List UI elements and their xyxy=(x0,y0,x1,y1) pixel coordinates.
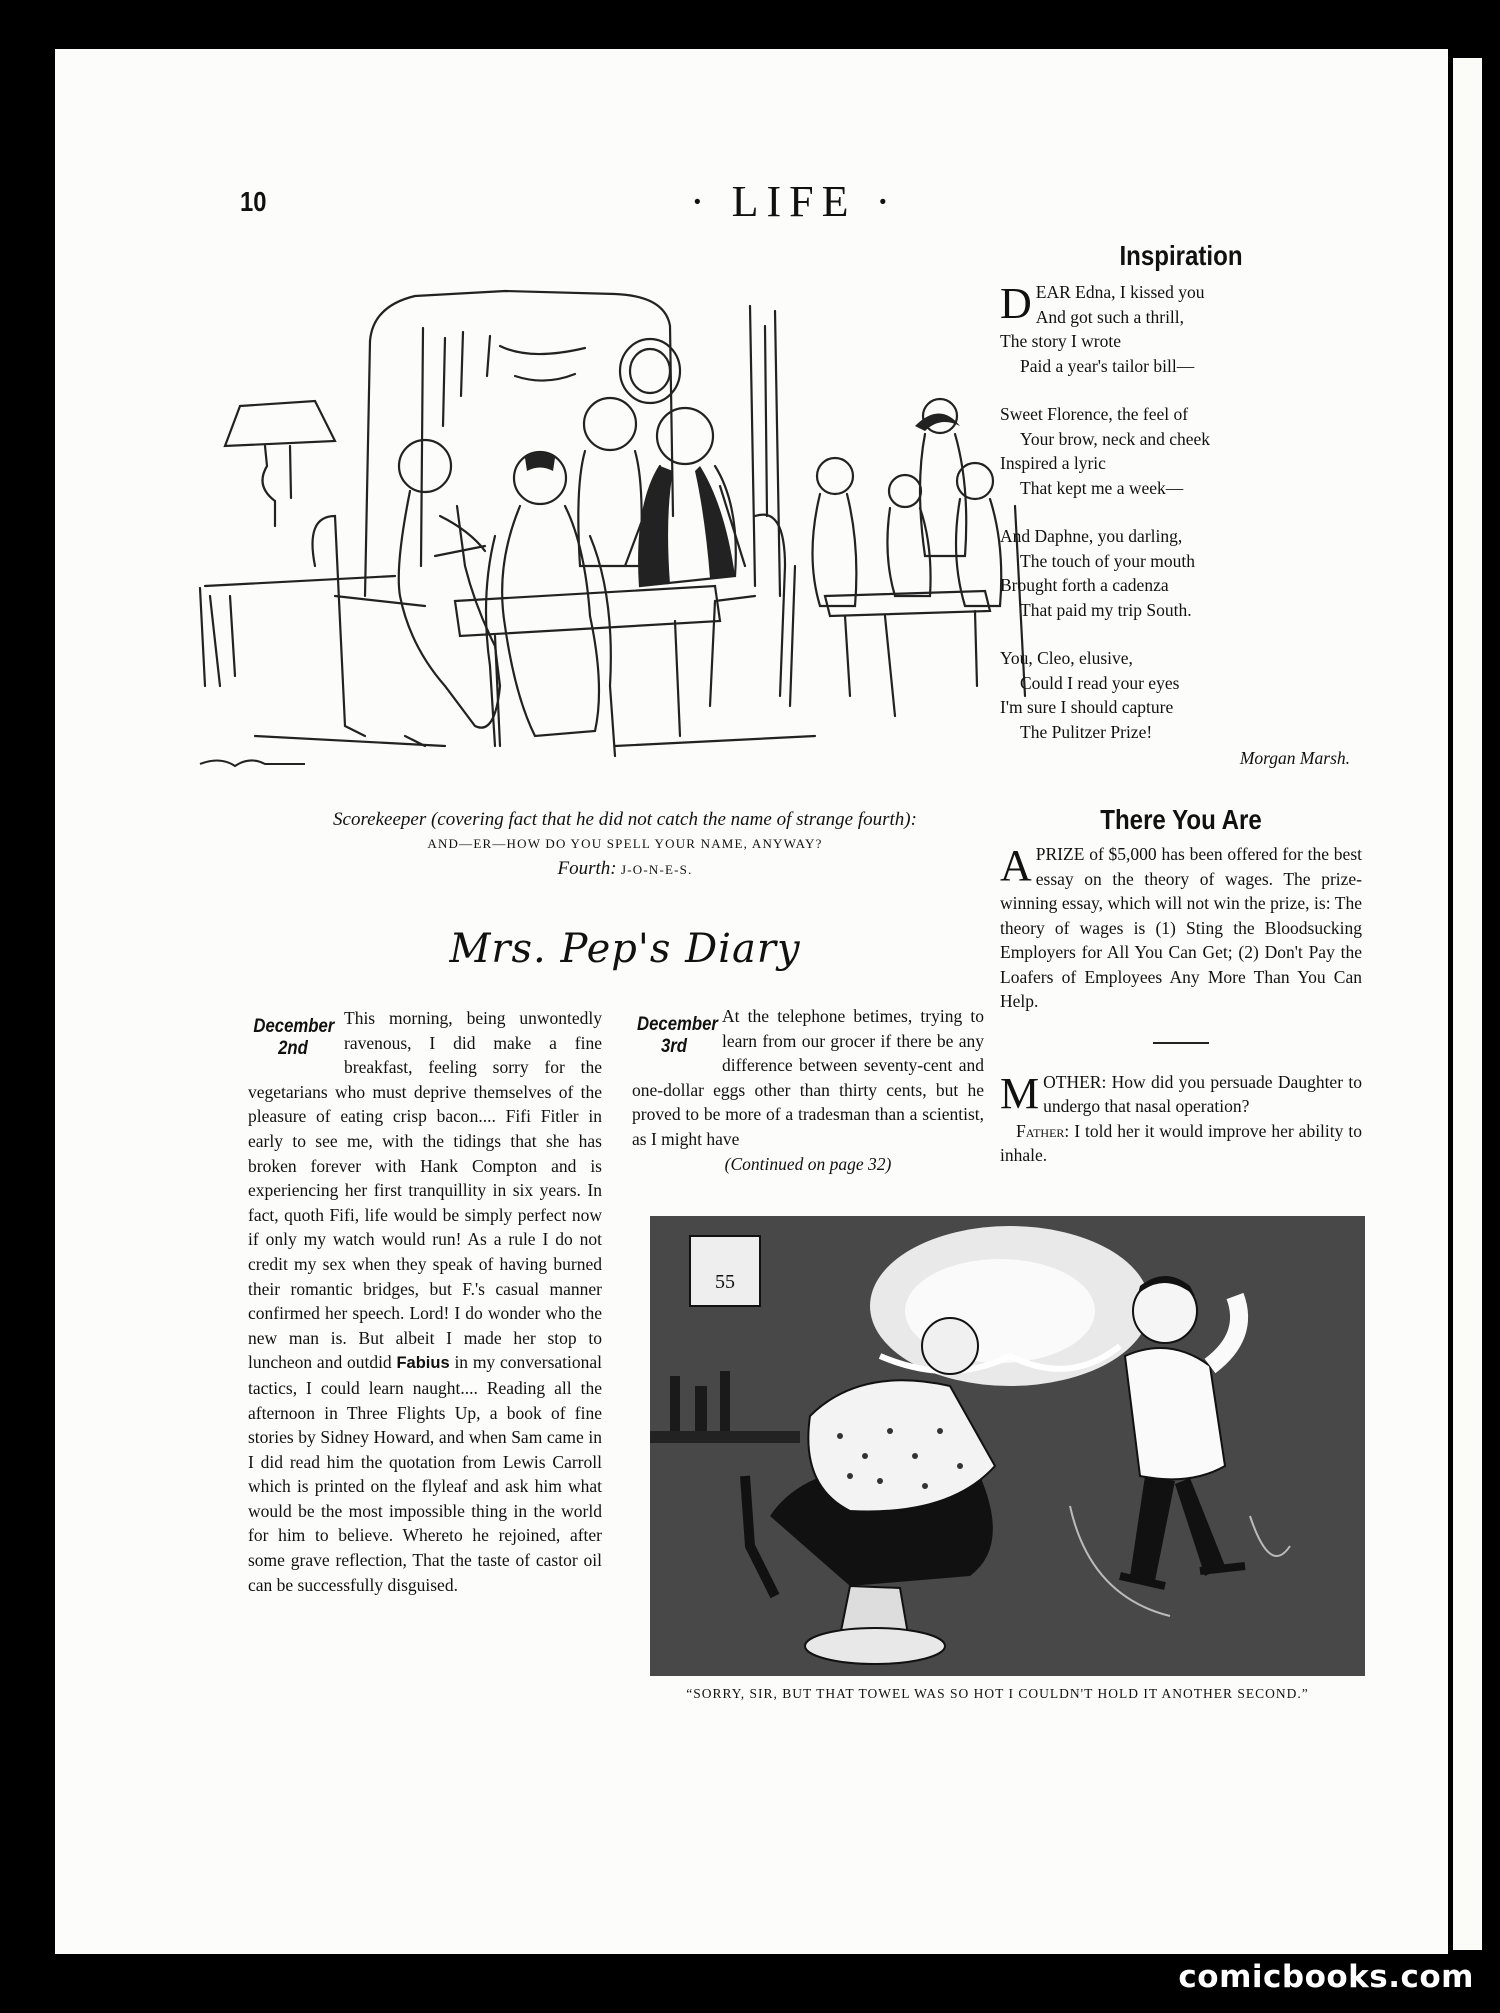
poem-line: Your brow, neck and cheek xyxy=(1020,428,1211,449)
date-day: 3rd xyxy=(660,1036,688,1057)
poem-line: Brought forth a cadenza xyxy=(1000,575,1169,595)
poem-author: Morgan Marsh. xyxy=(1239,748,1350,768)
drop-cap: M xyxy=(1000,1068,1040,1118)
drop-cap: D xyxy=(1000,279,1032,328)
father-line: I told her it would improve her ability to inhale. xyxy=(1000,1120,1362,1165)
diary-entry-december-3 xyxy=(632,1004,984,1176)
date-month: December xyxy=(637,1014,718,1035)
mother-joke xyxy=(1000,1070,1362,1119)
entry-text-continued: in my conversational tactics, I could learn naught.... Reading all the afternoon in Three Flights Up, a book of fine stories by Sidney Howard, and when Sam came in I did read him the quotation from Lewis Carroll which is printed on the flyleaf and ask him what would be the most impossible thing in the world for him to believe. Whereto he rejoined, after some grave reflection, That the taste of castor oil can be successfully disguised. xyxy=(248,1352,603,1595)
poem-line: Paid a year's tailor bill— xyxy=(1020,355,1195,376)
article-text: PRIZE of $5,000 has been offered for the best essay on the theory of wages. The prize-winning essay, which will not win the prize, is: The theory of wages is (1) Sting the Bloodsucking Employers for All You Can Get; (2) Don't Pay the Loafers of Employees Any More Than You Can Help. xyxy=(1000,844,1362,1011)
caption-line: AND—ER—HOW DO YOU SPELL YOUR NAME, ANYWAY? xyxy=(427,836,823,851)
poem-line: Sweet Florence, the feel of xyxy=(1000,404,1189,424)
poem-line: EAR Edna, I kissed you xyxy=(1035,282,1205,302)
continued-note: (Continued on page 32) xyxy=(724,1153,892,1174)
poem-line: The story I wrote xyxy=(1000,331,1122,351)
father-joke xyxy=(1000,1119,1362,1168)
drop-cap: A xyxy=(1000,841,1032,890)
divider xyxy=(1153,1042,1209,1044)
poem-line: That paid my trip South. xyxy=(1020,599,1192,620)
price-sign-text: 55 xyxy=(715,1271,735,1293)
page-number: 10 xyxy=(240,186,267,217)
entry-text: At the telephone betimes, trying to learn from our grocer if there be any difference between seventy-cent and one-dollar eggs other than thirty cents, but he proved to be more of a tradesman than a scientist, as I might have xyxy=(632,1006,984,1149)
poem-line: And got such a thrill, xyxy=(1035,306,1185,327)
poem-body xyxy=(1000,280,1362,744)
entry-date xyxy=(637,1014,718,1058)
top-cartoon-caption xyxy=(180,808,1070,890)
entry-bold-name: Fabius xyxy=(396,1354,450,1373)
caption-reply: J-O-N-E-S. xyxy=(620,862,693,877)
date-month: December xyxy=(253,1016,335,1037)
article-body xyxy=(1000,842,1362,1014)
card-party-illustration xyxy=(195,266,1045,786)
date-day: 2nd xyxy=(278,1038,308,1059)
diary-entry-december-2 xyxy=(248,1006,602,1597)
poem-line: The Pulitzer Prize! xyxy=(1020,721,1153,742)
poem-line: Could I read your eyes xyxy=(1020,672,1180,693)
caption-speaker: Scorekeeper (covering fact that he did not catch the name of strange fourth): xyxy=(333,809,917,830)
poem-line: The touch of your mouth xyxy=(1020,550,1195,571)
entry-text: This morning, being unwontedly ravenous, I did make a fine breakfast, feeling sorry for the vegetarians who must deprive themselves of the pleasure of eating crisp bacon.... Fifi Fitler in early to see me, with the tidings that she has broken forever with Hank Compton and is experiencing her first tranquillity in six years. In fact, quoth Fifi, life would be simply perfect now if only my watch would run! As a rule I do not credit my sex when they speak of having burned their romantic bridges, but F.'s casual manner confirmed her speech. Lord! I do wonder who the new man is. But albeit I made her stop to luncheon and outdid xyxy=(248,1008,602,1373)
poem-line: Inspired a lyric xyxy=(1000,453,1106,473)
diary-title: Mrs. Pep's Diary xyxy=(449,926,801,972)
caption-reply-speaker: Fourth: xyxy=(557,858,617,879)
watermark: comicbooks.com xyxy=(1178,1959,1474,1995)
masthead: · LIFE · xyxy=(690,177,899,226)
inspiration-poem xyxy=(1000,240,1362,769)
facing-page-edge xyxy=(1453,58,1482,1950)
mother-line: OTHER: How did you persuade Daughter to undergo that nasal operation? xyxy=(1043,1071,1362,1116)
there-you-are-article xyxy=(1000,804,1362,1168)
poem-line: And Daphne, you darling, xyxy=(1000,526,1183,546)
article-title: There You Are xyxy=(1100,804,1262,835)
father-label: Father: xyxy=(1016,1120,1070,1141)
poem-title: Inspiration xyxy=(1119,240,1243,271)
bottom-cartoon-caption: “SORRY, SIR, BUT THAT TOWEL WAS SO HOT I COULDN'T HOLD IT ANOTHER SECOND.” xyxy=(686,1686,1309,1701)
poem-line: I'm sure I should capture xyxy=(1000,697,1174,717)
entry-date xyxy=(253,1016,335,1060)
poem-line: You, Cleo, elusive, xyxy=(1000,648,1133,668)
poem-line: That kept me a week— xyxy=(1020,477,1184,498)
barber-shop-illustration xyxy=(650,1216,1365,1676)
